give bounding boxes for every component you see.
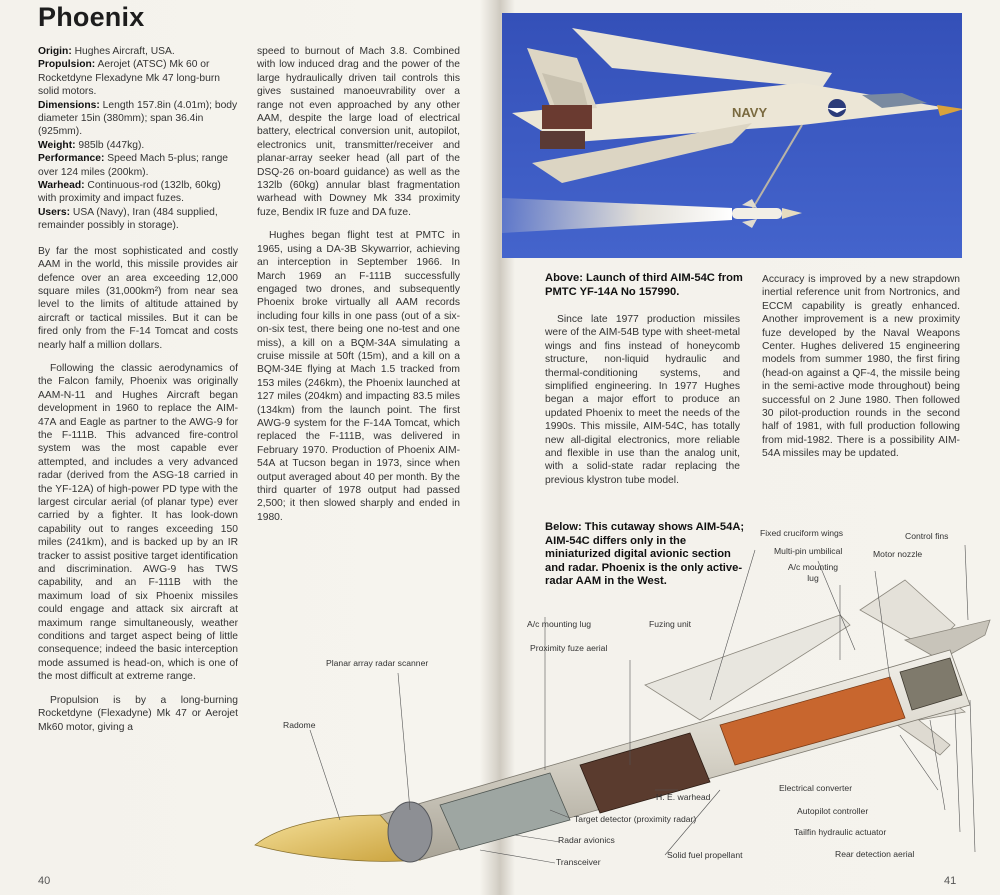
label-proximity-fuze-aerial: Proximity fuze aerial [530,643,608,653]
cutaway-diagram [250,520,1000,895]
body-paragraph: Propulsion is by a long-burning Rocketdyne (Flexadyne) Mk 47 or Aerojet Mk60 motor, giving a [38,694,238,733]
launch-photo [502,13,962,258]
label-fixed-cruciform-wings: Fixed cruciform wings [760,528,844,538]
spec-label: Users: [38,206,71,218]
label-tailfin-hydraulic-actuator: Tailfin hydraulic actuator [794,827,887,837]
body-paragraph: Hughes began flight test at PMTC in 1965, using a DA-3B Skywarrior, achieving an interception in September 1966. In March 1969 an F-111B successfully engaged two drones, and subsequently Phoenix broke virtually all AAM records including four kills in one pass (out of a six-on-six test, there being one no-test and one miss), a kill on a BQM-34A simulating a cruise missile at 50ft (15m), and a kill on a BQM-34E flying at Mach 1.5 tracked from 153 miles (246km), the Phoenix launched at 127 miles (204km) and impacting 83.5 miles (134km) from the launch point. The first AWG-9 system for the F-14A Tomcat, which replaced the F-111B, was delivered in February 1970. Production of Phoenix AIM-54A at Tucson began in 1973, since when output averaged about 40 per month. By the third quarter of 1978 output had passed 2,500; it then slowed sharply and ended in 1980. [257,230,460,523]
label-motor-nozzle: Motor nozzle [873,549,923,559]
body-paragraph: Accuracy is improved by a new strapdown inertial reference unit from Nortronics, and ECCM capability is greatly enhanced. Another improvement is a new proximity fuze developed by the Naval Weapons Center. Hughes delivered 15 engineering models from summer 1980, the first firing (head-on against a QF-4, the missile being in the semi-active mode throughout) being successful on 2 June 1980. Then followed 30 pilot-production rounds in the second half of 1981, with full production following from mid-1982. There is a possibility AIM-54A missiles may be updated. [762,274,960,460]
spec-value: 985lb (447kg). [75,139,145,151]
label-radome: Radome [283,720,316,730]
text-column-3 [545,313,740,497]
spec-label: Weight: [38,139,76,151]
label-control-fins: Control fins [905,531,949,541]
label-rear-detection-aerial: Rear detection aerial [835,849,915,859]
label-autopilot-controller: Autopilot controller [797,806,869,816]
label-radar-avionics: Radar avionics [558,835,615,845]
label-target-detector: Target detector (proximity radar) [574,814,697,824]
body-paragraph: Following the classic aerodynamics of the Falcon family, Phoenix was originally AAM-N-11 and Hughes Aircraft began development in 1960 to replace the AIM-47A and Eagle as partner to the AWG-9 for the F-111B. This advanced fire-control system was the most capable ever attempted, and includes a very advanced radar (derived from the ASG-18 carried in the YF-12A) of high-power PD type with the largest circular aerial (of planar type) ever carried by a fighter. It has look-down capability out to ranges exceeding 150 miles (241km), and is backed up by an IR tracker to assist positive target identification and discrimination. AWG-9 has TWS capability, and an F-111B with the maximum load of six Phoenix missiles could engage and attack six aircraft at maximum range simultaneously, weather conditions and target aspect being of little consequence; indeed the basic interception mode assumed is head-on, which is one of the most difficult at extreme range. [38,362,238,683]
spec-value: Length 157.8in (4.01m); body diameter 15in (380mm); span 36.4in (925mm). [38,99,238,138]
label-he-warhead: H. E. warhead [656,792,711,802]
spec-value: Aerojet (ATSC) Mk 60 or Rocketdyne Flexadyne Mk 47 long-burn solid motors. [38,59,221,98]
caption-below: Below: This cutaway shows AIM-54A; AIM-54C differs only in the miniaturized digital avionic section and radar. Phoenix is the only active-radar AAM in the West. [545,521,745,588]
label-electrical-converter: Electrical converter [779,783,853,793]
label-fuzing-unit: Fuzing unit [649,619,692,629]
spec-value: Speed Mach 5-plus; range over 124 miles (200km). [38,153,229,178]
spec-warhead [38,179,238,206]
body-paragraph: speed to burnout of Mach 3.8. Combined with low induced drag and the power of the large hydraulically driven tail controls this gives sustained manoeuvrability over a range not even approached by any other AAM, despite the large load of electrical battery, electrical conversion unit, autopilot, electronics unit, transmitter/receiver and planar-array seeker head (all part of the DSQ-26 on-board guidance) as well as the 132lb (60kg) annular blast fragmentation warhead with Downey Mk 334 proximity fuze, Bendix IR fuze and DA fuze. [257,46,460,218]
spec-origin [38,45,238,58]
spec-label: Performance: [38,153,105,165]
spec-label: Warhead: [38,180,85,192]
page-number-right: 41 [944,875,957,887]
text-column-1 [38,45,238,744]
spec-value: USA (Navy), Iran (484 supplied, remainder possibly in storage). [38,206,218,232]
text-column-2 [257,45,460,534]
spec-propulsion [38,58,238,98]
label-multi-pin-umbilical: Multi-pin umbilical [774,546,843,556]
spec-users [38,206,238,233]
label-ac-mounting-lug-left: A/c mounting lug [527,619,592,629]
page-title: Phoenix [38,2,145,32]
planar-array-disc [388,802,432,862]
spec-dimensions [38,99,238,139]
body-paragraph: Since late 1977 production missiles were of the AIM-54B type with sheet-metal wings and fins instead of honeycomb structure, non-liquid hydraulic and thermal-conditioning systems, and simplified engineering. In 1977 Hughes began a major effort to produce an updated Phoenix to meet the needs of the 1990s. This missile, AIM-54C, has totally new all-digital electronics, more reliable and flexible in use than the analog unit, with a solid-state radar replacing the previous klystron tube model. [545,314,740,486]
aircraft-marking: NAVY [732,105,768,120]
label-transceiver: Transceiver [556,857,601,867]
spec-performance [38,152,238,179]
spec-weight [38,139,238,152]
spec-label: Dimensions: [38,99,100,111]
spec-label: Propulsion: [38,59,96,71]
text-column-4 [762,273,960,471]
caption-above: Above: Launch of third AIM-54C from PMTC YF-14A No 157990. [545,272,743,298]
label-ac-mounting-lug-right: A/c mounting lug [787,562,839,583]
label-solid-fuel-propellant: Solid fuel propellant [667,850,743,860]
page-number-left: 40 [38,875,51,887]
spec-value: Continuous-rod (132lb, 60kg) with proximity and impact fuzes. [38,180,221,205]
body-paragraph: By far the most sophisticated and costly AAM in the world, this missile provides air defence over an area exceeding 12,000 square miles (31,000km²) from near sea level to the limits of altitude attained by aircraft or tactical missiles. But it can be fired only from the F-14 Tomcat and costs nearly half a million dollars. [38,245,238,351]
spec-label: Origin: [38,46,72,57]
label-planar-array-radar-scanner: Planar array radar scanner [326,658,429,668]
spec-value: Hughes Aircraft, USA. [71,46,175,57]
